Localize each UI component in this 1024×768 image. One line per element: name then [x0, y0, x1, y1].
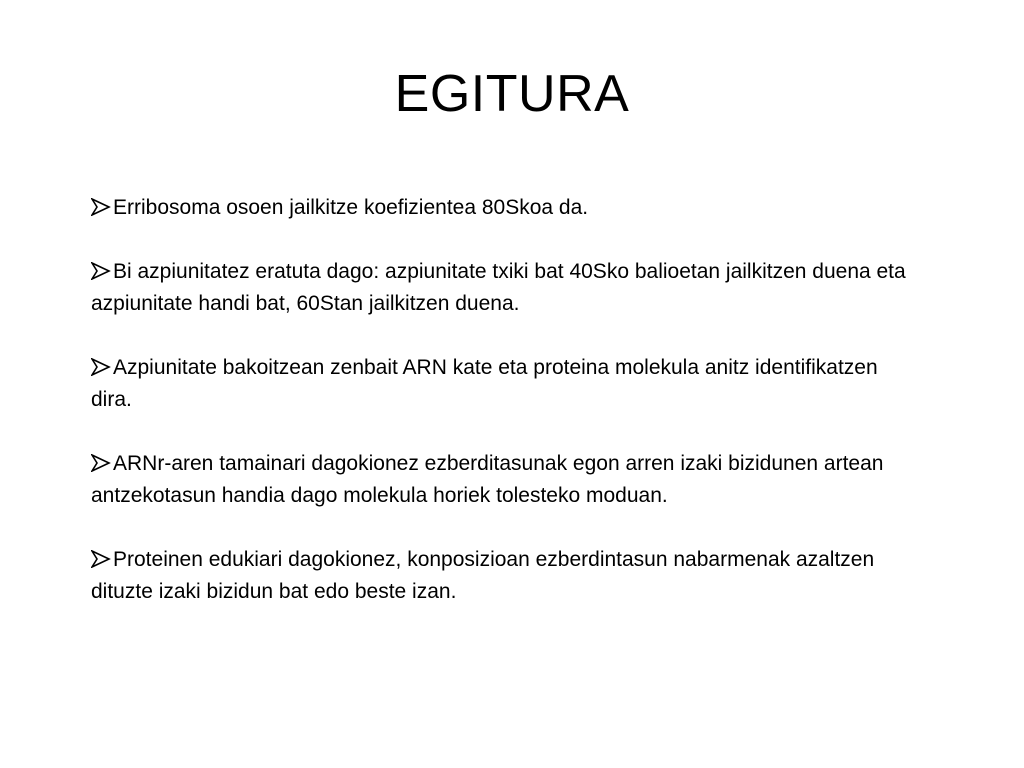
bullet-text: Bi azpiunitatez eratuta dago: azpiunitate txiki bat 40Sko balioetan jailkitzen duena eta azpiunitate handi bat, 60Stan jailkitzen duena.: [91, 260, 906, 315]
bullet-item: [91, 192, 921, 224]
bullet-item: [91, 256, 921, 320]
bullet-text: ARNr-aren tamainari dagokionez ezberditasunak egon arren izaki bizidunen artean antzekotasun handia dago molekula horiek tolesteko moduan.: [91, 452, 884, 507]
bullet-text: Proteinen edukiari dagokionez, konposizioan ezberdintasun nabarmenak azaltzen dituzte izaki bizidun bat edo beste izan.: [91, 548, 875, 603]
slide-body: [91, 192, 921, 608]
arrow-bullet-icon: [91, 358, 111, 376]
arrow-bullet-icon: [91, 550, 111, 568]
bullet-item: [91, 448, 921, 512]
arrow-bullet-icon: [91, 262, 111, 280]
bullet-text: Erribosoma osoen jailkitze koefizientea 80Skoa da.: [113, 196, 589, 219]
bullet-item: [91, 544, 921, 608]
arrow-bullet-icon: [91, 198, 111, 216]
bullet-item: [91, 352, 921, 416]
bullet-text: Azpiunitate bakoitzean zenbait ARN kate eta proteina molekula anitz identifikatzen dira.: [91, 356, 878, 411]
slide-title: EGITURA: [394, 65, 630, 123]
arrow-bullet-icon: [91, 454, 111, 472]
